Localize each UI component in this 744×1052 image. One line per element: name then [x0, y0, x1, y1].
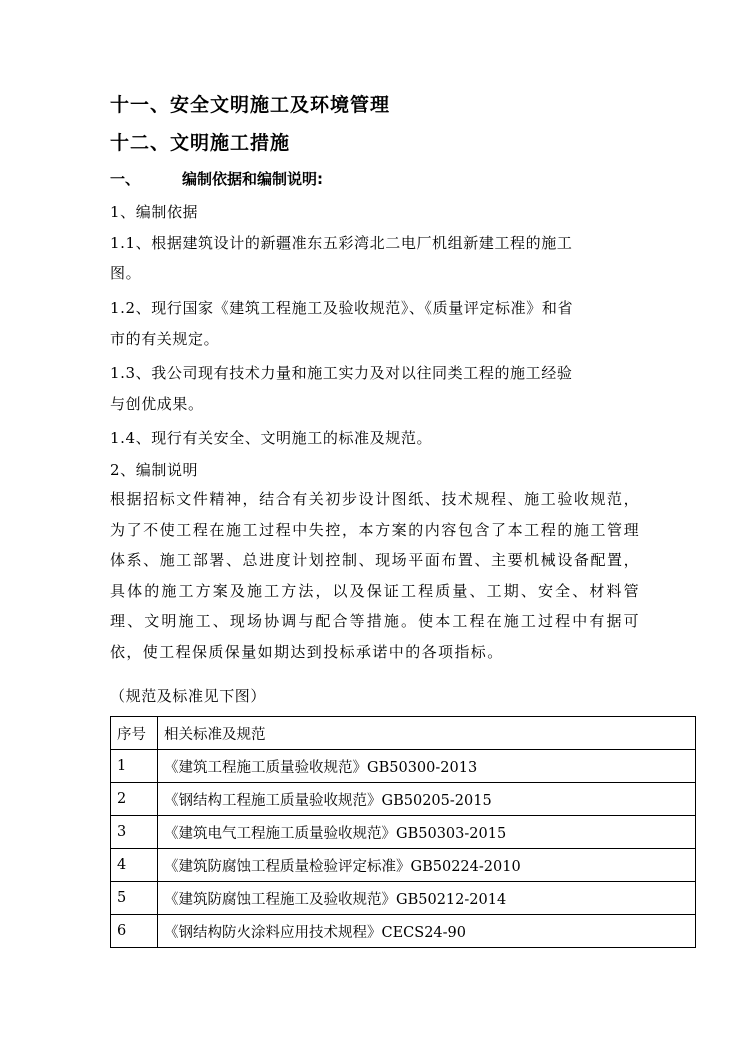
- row-standard: 《建筑防腐蚀工程施工及验收规范》GB50212-2014: [158, 882, 696, 915]
- subsection-number: 一、: [110, 170, 141, 188]
- table-note: （规范及标准见下图）: [110, 687, 267, 705]
- subsection-heading: [110, 168, 323, 189]
- basis-item-4: 1.4、现行有关安全、文明施工的标准及规范。: [110, 429, 433, 447]
- row-standard: 《钢结构工程施工质量验收规范》GB50205-2015: [158, 783, 696, 816]
- row-index: 4: [111, 849, 158, 882]
- table-row: [111, 849, 696, 882]
- section-heading-12: 十二、文明施工措施: [110, 132, 291, 154]
- row-index: 5: [111, 882, 158, 915]
- row-standard: 《钢结构防火涂料应用技术规程》CECS24-90: [158, 915, 696, 948]
- basis-item-2-line1: 1.2、现行国家《建筑工程施工及验收规范》、《质量评定标准》和省: [110, 299, 574, 317]
- row-standard: 《建筑防腐蚀工程质量检验评定标准》GB50224-2010: [158, 849, 696, 882]
- row-index: 3: [111, 816, 158, 849]
- basis-item-3-line1: 1.3、我公司现有技术力量和施工实力及对以往同类工程的施工经验: [110, 364, 573, 382]
- basis-item-1-line2: 图。: [110, 264, 142, 282]
- row-index: 2: [111, 783, 158, 816]
- basis-item-3-line2: 与创优成果。: [110, 395, 204, 413]
- table-row: [111, 750, 696, 783]
- table-row: [111, 915, 696, 948]
- section-heading-11: 十一、安全文明施工及环境管理: [110, 94, 391, 116]
- explanation-title: 2、编制说明: [110, 461, 199, 479]
- basis-item-1-line1: 1.1、根据建筑设计的新疆准东五彩湾北二电厂机组新建工程的施工: [110, 234, 573, 252]
- row-index: 1: [111, 750, 158, 783]
- subsection-title: 编制依据和编制说明:: [182, 170, 324, 188]
- table-header-row: [111, 717, 696, 750]
- row-standard: 《建筑电气工程施工质量验收规范》GB50303-2015: [158, 816, 696, 849]
- row-index: 6: [111, 915, 158, 948]
- table-row: [111, 882, 696, 915]
- header-standard: 相关标准及规范: [158, 717, 696, 750]
- table-row: [111, 783, 696, 816]
- table-row: [111, 816, 696, 849]
- basis-title: 1、编制依据: [110, 203, 199, 221]
- explanation-body: 根据招标文件精神，结合有关初步设计图纸、技术规程、施工验收规范，为了不使工程在施工过程中失控，本方案的内容包含了本工程的施工管理体系、施工部署、总进度计划控制、现场平面布置、主要机械设备配置，具体的施工方案及施工方法，以及保证工程质量、工期、安全、材料管理、文明施工、现场协调与配合等措施。使本工程在施工过程中有据可依，使工程保质保量如期达到投标承诺中的各项指标。: [110, 490, 640, 661]
- row-standard: 《建筑工程施工质量验收规范》GB50300-2013: [158, 750, 696, 783]
- basis-item-2-line2: 市的有关规定。: [110, 330, 220, 348]
- header-index: 序号: [111, 717, 158, 750]
- standards-table: [110, 716, 696, 948]
